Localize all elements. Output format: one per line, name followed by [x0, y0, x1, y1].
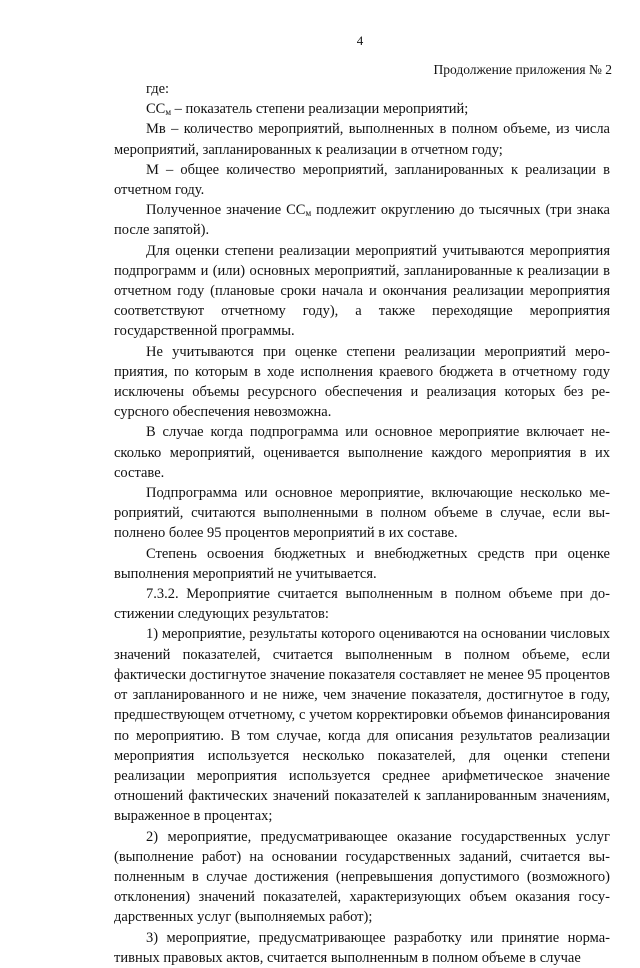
paragraph-multiple-activities: В случае когда подпрограмма или основное мероприятие включает несколько мероприятий, оценивается выполнение каждого мероприятия в их составе. [114, 424, 610, 481]
paragraph-ccm-definition: $CC_м$ – показатель степени реализации мероприятий; [146, 101, 469, 118]
paragraph-rounding: Полученное значение $CC_м$ подлежит округлению до тысячных (три знака после запятой). [114, 202, 610, 239]
paragraph-item-2: 2) мероприятие, предусматривающее оказание государственных услуг (выполнение работ) на основании государственных заданий, считается выполненным в случае достижения (непревышения допустимого (возможного) отклонения) значений показателей, характеризующих объем оказания государственных услуг (выполняемых работ); [114, 828, 610, 926]
paragraph-item-3: 3) мероприятие, предусматривающее разработку или принятие нормативных правовых актов, считается выполненным в полном объеме в случае [114, 929, 610, 966]
paragraph-completion-threshold: Подпрограмма или основное мероприятие, включающие несколько мероприятий, считаются выполненными в полном объеме в случае, если выполнено более 95 процентов мероприятий в их составе. [114, 485, 610, 542]
paragraph-budget-not-counted: Степень освоения бюджетных и внебюджетных средств при оценке выполнения мероприятий не учитывается. [114, 545, 610, 582]
paragraph-item-1: 1) мероприятие, результаты которого оцениваются на основании числовых значений показателей, считается выполненным в полном объеме, если фактически достигнутое значение показателя составляет не менее 95 процентов от запланированного и не ниже, чем значение показателя, достигнутое в году, предшествующем отчетному, с учетом корректировки объемов финансирования по мероприятию. В том случае, когда для описания результатов реализации мероприятия используется несколько показателей, для оценки степени реализации мероприятия используется среднее арифметическое значение отношений фактических значений показателей к запланированным значениям, выраженное в процентах; [114, 626, 610, 825]
paragraph-not-accounted: Не учитываются при оценке степени реализации мероприятий мероприятия, по которым в ходе исполнения краевого бюджета в отчетному году исключены объемы ресурсного обеспечения и реализация которых без ресурсного обеспечения невозможна. [114, 343, 610, 421]
paragraph-accounted-activities: Для оценки степени реализации мероприятий учитываются мероприятия подпрограмм и (или) основных мероприятий, запланированные к реализации в отчетном году (плановые сроки начала и окончания реализации мероприятия соответствуют отчетному году), а также переходящие мероприятия государственной программы. [114, 242, 610, 340]
appendix-note: Продолжение приложения № 2 [433, 62, 612, 77]
paragraph-where: где: [146, 81, 170, 97]
paragraph-mv-definition: Мв – количество мероприятий, выполненных в полном объеме, из числа мероприятий, запланированных к реализации в отчетном году; [114, 121, 610, 158]
page-number: 4 [356, 33, 364, 48]
paragraph-section-7-3-2: 7.3.2. Мероприятие считается выполненным в полном объеме при достижении следующих результатов: [114, 586, 610, 623]
paragraph-m-definition: М – общее количество мероприятий, запланированных к реализации в отчетном году. [114, 161, 610, 199]
document-body [114, 79, 610, 968]
